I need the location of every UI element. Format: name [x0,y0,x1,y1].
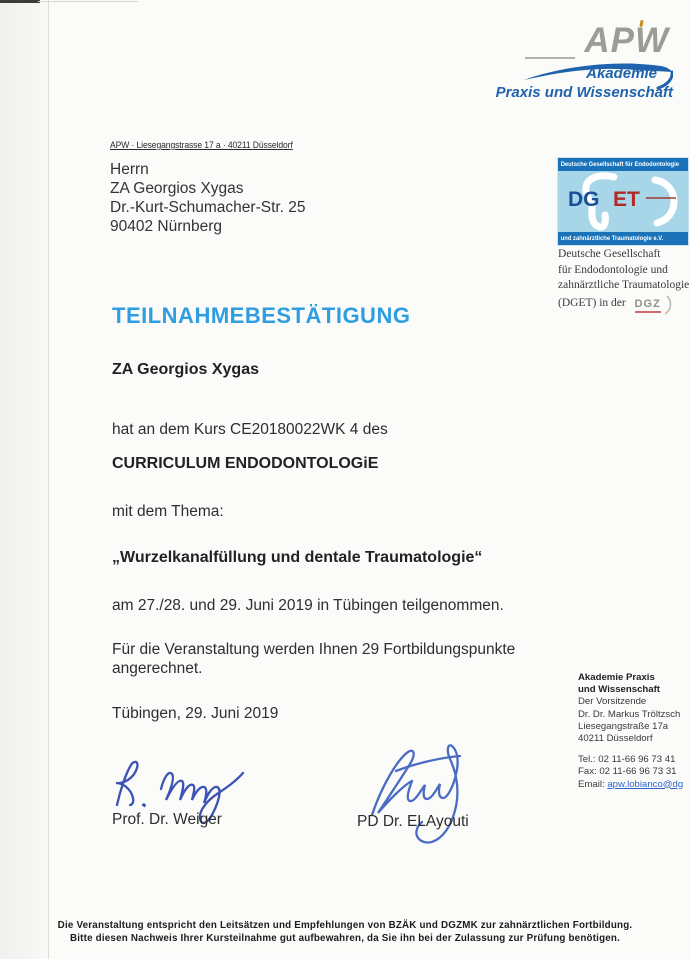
apw-logo [495,21,675,108]
email-link[interactable]: apw.lobianco@dg [607,778,684,790]
theme-label: mit dem Thema: [112,503,224,520]
points-line-1: Für die Veranstaltung werden Ihnen 29 Fortbildungspunkte [112,641,516,658]
dgz-root-icon [664,295,674,315]
footer-line-2: Bitte diesen Nachweis Ihrer Kursteilnahme gut aufbewahren, da Sie ihn bei der Zulassung zur Prüfung benötigen. [69,933,621,944]
attendance-line: am 27./28. und 29. Juni 2019 in Tübingen teilgenommen. [112,597,504,614]
paper-fold-strip [0,0,49,959]
recipient-block [110,160,306,236]
dget-caption-line: (DGET) in der DGZ [558,294,690,314]
scan-artifact-faint-line [38,1,138,2]
dget-band-top: Deutsche Gesellschaft für Endodontologie [558,158,688,171]
apw-acronym: APW [584,21,669,60]
recipient-salutation: Herrn [110,161,149,178]
dget-band-bottom: und zahnärztliche Traumatologie e.V. [558,232,688,245]
signer-left-label: Prof. Dr. Weiger [112,811,222,828]
contact-city: 40211 Düsseldorf [578,733,653,745]
theme-title: „Wurzelkanalfüllung und dentale Traumatologie“ [112,549,483,566]
participant-name: ZA Georgios Xygas [112,361,259,378]
course-line: hat an dem Kurs CE20180022WK 4 des [112,421,388,438]
apw-subtitle-praxis: Praxis und Wissenschaft [495,84,673,101]
contact-street: Liesegangstraße 17a [578,720,669,732]
recipient-name: ZA Georgios Xygas [110,180,244,197]
apw-subtitle-akademie: Akademie [586,65,657,82]
place-date-line: Tübingen, 29. Juni 2019 [112,705,279,722]
signer-right-label: PD Dr. ELAyouti [357,813,469,830]
dget-caption-line: für Endodontologie und [558,263,668,276]
curriculum-line: CURRICULUM ENDODONTOLOGiE [112,455,379,472]
dget-et: ET [613,188,640,211]
dget-caption [558,247,690,314]
contact-org-line-2: und Wissenschaft [578,684,661,696]
contact-fax: Fax: 02 11-66 96 73 31 [578,766,677,778]
contact-block [578,672,690,791]
scan-artifact-top-line [0,0,40,3]
contact-tel: Tel.: 02 11-66 96 73 41 [578,754,676,766]
dget-dg: DG [568,188,600,211]
dget-caption-line: zahnärztliche Traumatologie [558,279,690,291]
footer-line-1: Die Veranstaltung entspricht den Leitsätzen und Empfehlungen von BZÄK und DGZMK zur zahnärztlichen Fortbildung. [57,920,633,931]
recipient-city: 90402 Nürnberg [110,218,223,235]
contact-role: Der Vorsitzende [578,696,647,708]
points-line-2: angerechnet. [112,660,203,677]
dgz-logo: DGZ [635,295,674,315]
footer-note [0,919,690,945]
dget-caption-line: Deutsche Gesellschaft [558,248,661,260]
dget-logo-center [558,171,688,232]
dget-logo [558,158,688,245]
contact-email-line [578,779,690,791]
sender-line: APW · Liesegangstrasse 17 a · 40211 Düsseldorf [110,140,293,150]
email-label: Email: [578,778,605,790]
contact-person: Dr. Dr. Markus Tröltzsch [578,708,681,720]
signature-elayouti-icon [352,737,497,852]
certificate-title: TEILNAHMEBESTÄTIGUNG [112,303,411,328]
contact-org-line-1: Akademie Praxis [578,672,655,683]
recipient-street: Dr.-Kurt-Schumacher-Str. 25 [110,199,306,216]
